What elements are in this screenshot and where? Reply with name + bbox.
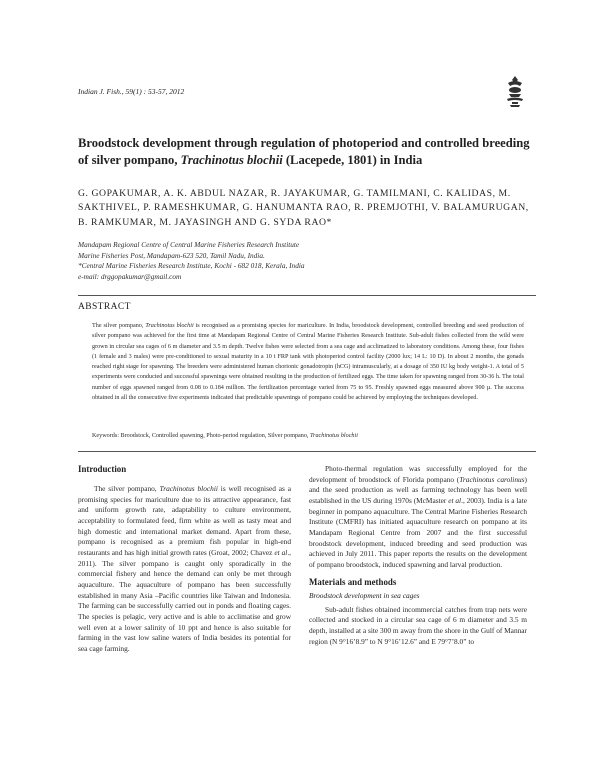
- methods-heading: Materials and methods: [309, 576, 397, 587]
- abstract-body: [92, 321, 524, 403]
- institute-emblem-icon: [500, 74, 530, 108]
- affiliations: [78, 240, 538, 282]
- intro-text: The silver pompano,: [94, 484, 160, 493]
- email-line: e-mail: drggopakumar@gmail.com: [78, 271, 182, 281]
- methods-subheading: Broodstock development in sea cages: [309, 590, 420, 600]
- intro-text: ., 2011). The silver pompano is caught only sporadically in the commercial fishery and hence the demand can only be met through aquaculture. The aquaculture of pompano has been successfully established in many Asia –Pacific countries like Taiwan and Indonesia. The farming can be successfully carried out in ponds and floating cages. The species is pelagic, very active and is able to acclimatise and grow well even at a lower salinity of 10 ppt and hence is also suitable for farming in the vast low saline waters of India besides its potential for sea cage farming.: [78, 547, 291, 653]
- affiliation-line: Mandapam Regional Centre of Central Marine Fisheries Research Institute: [78, 240, 300, 249]
- keywords-label: Keywords:: [92, 433, 119, 439]
- right-column: [309, 464, 527, 652]
- right-species: Trachinotus carolinus: [459, 474, 525, 484]
- title-species: Trachinotus blochii: [180, 153, 283, 167]
- keywords-line: [92, 433, 524, 439]
- title-part-1: Broodstock development through regulation of photoperiod and controlled breeding of silver pompano,: [78, 136, 530, 167]
- journal-reference: Indian J. Fish., 59(1) : 53-57, 2012: [78, 87, 185, 96]
- introduction-heading: Introduction: [78, 464, 127, 474]
- affiliation-line: *Central Marine Fisheries Research Institute, Kochi - 682 018, Kerala, India: [78, 261, 305, 271]
- methods-paragraph: Sub-adult fishes obtained incommercial catches from trap nets were collected and stocked in a circular sea cage of 6 m diameter and 3.5 m depth, installed at a site 300 m away from the shore in the Gulf of Mannar region (N 9°16’8.9” to N 9°16’12.6” and E 79°7’8.0” to: [309, 604, 527, 646]
- divider-top: [78, 295, 536, 296]
- intro-etal: et al: [274, 547, 288, 557]
- abstract-heading: ABSTRACT: [78, 302, 131, 312]
- intro-paragraph: [78, 484, 291, 655]
- keywords-text: Broodstock, Controlled spawning, Photo-period regulation, Silver pompano,: [120, 433, 310, 439]
- right-etal: et al: [448, 495, 462, 505]
- right-text: ) and the seed production as well as farming technology has been well established in the US during 1970s (McMaster: [309, 474, 527, 505]
- left-column: [78, 464, 291, 660]
- abstract-species: Trachinotus blochii: [145, 323, 194, 329]
- divider-bottom: [78, 451, 536, 452]
- keywords-species: Trachinotus blochii: [309, 433, 358, 439]
- right-text: ., 2003). India is a late beginner in pompano aquaculture. The Central Marine Fisheries Research Institute (CMFRI) has initiated aquaculture research on pompano at its Mandapam Regional Centre from 2007 and the first successful broodstock development, induced breeding and seed production was achieved in July 2011. This paper reports the results on the development of pompano broodstock, induced spawning and larval production.: [309, 495, 527, 569]
- abstract-text: is recognised as a promising species for mariculture. In India, broodstock development, controlled breeding and seed production of silver pompano was achieved for the first time at Mandapam Regional Centre of Central Marine Fisheries Research Institute. Sub-adult fishes collected from the wild were grown in circular sea cages of 6 m diameter and 3.5 m depth. Twelve fishes were selected from a sea cage and acclimatized to laboratory conditions. Among these, four fishes (1 female and 3 males) were pre-conditioned to sexual maturity in a 10 t FRP tank with photoperiod control facility (2000 lux; 14 L: 10 D). In about 2 months, the gonads reached right stage for spawning. The breeders were administered human chorionic gonadotropin (hCG) intramuscularly, at a dosage of 350 IU kg body weight-1. A total of 5 experiments were conducted and successful spawnings were obtained resulting in the production of fertilized eggs. The time taken for spawning ranged from 30-36 h. The total number of eggs spawned ranged from 0.08 to 0.184 million. The fertilization percentage varied from 75 to 95. Freshly spawned eggs measured above 900 µ. The success obtained in all the consecutive five experiments indicated that predictable spawnings of pompano could be achieved by employing the techniques developed.: [92, 323, 525, 402]
- right-paragraph: [309, 464, 527, 571]
- right-text: Photo-thermal regulation was successfully employed for the development of broodstock of Florida pompano (: [309, 464, 527, 484]
- author-list: G. GOPAKUMAR, A. K. ABDUL NAZAR, R. JAYAKUMAR, G. TAMILMANI, C. KALIDAS, M. SAKTHIVEL, P. RAMESHKUMAR, G. HANUMANTA RAO, R. PREMJOTHI, V. BALAMURUGAN, B. RAMKUMAR, M. JAYASINGH AND G. SYDA RAO*: [78, 188, 529, 228]
- paper-title: [78, 135, 538, 169]
- title-part-2: (Lacepede, 1801) in India: [282, 153, 423, 167]
- abstract-text: The silver pompano,: [92, 323, 146, 329]
- intro-species: Trachinotus blochii: [159, 484, 218, 493]
- affiliation-line: Marine Fisheries Post, Mandapam-623 520, Tamil Nadu, India.: [78, 250, 265, 260]
- intro-text: is well recognised as a promising species for mariculture due to its attractive appearance, fast and uniform growth rate, adaptability to culture environment, acceptability to formulated feed, firm white as well as tasty meat and high domestic and international market demand. Apart from these, pompano is recognised as a premium fish popular in high-end restaurants and has high initial growth rates (Groat, 2002; Chavez: [78, 484, 291, 557]
